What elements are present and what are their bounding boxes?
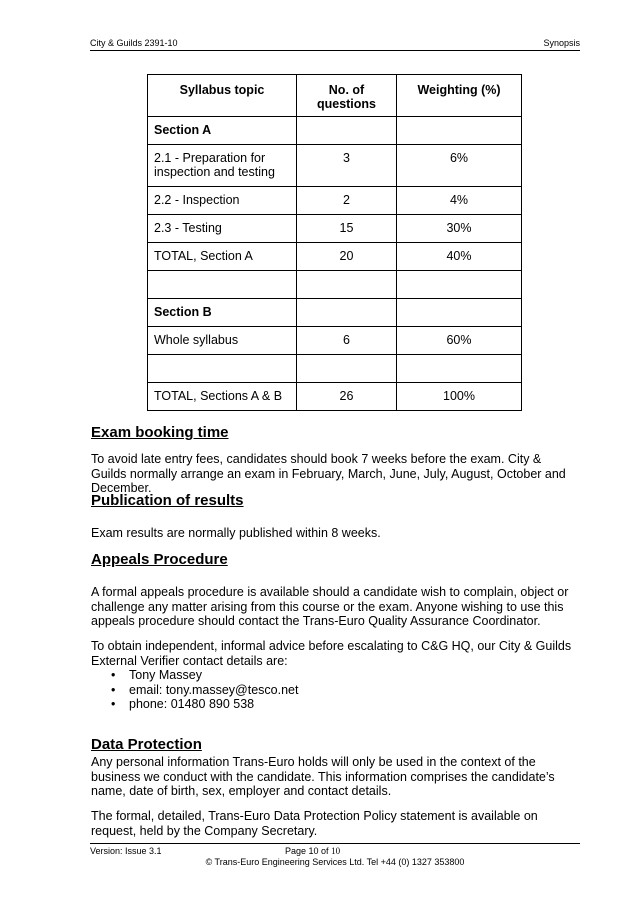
row-topic: 2.2 - Inspection (148, 187, 297, 215)
contact-phone: phone: 01480 890 538 (129, 697, 255, 712)
appeals-text-1: A formal appeals procedure is available should a candidate wish to complain, object or challenge any matter arising from this course or the exam. Anyone wishing to use this appeals procedure should contact the Trans-Euro Quality Assurance Coordinator. (91, 585, 569, 629)
table-header-row (148, 75, 522, 117)
row-weighting (397, 117, 522, 145)
bullet-icon: • (111, 682, 116, 697)
table-row (148, 187, 522, 215)
row-questions: 2 (297, 187, 397, 215)
row-questions (297, 117, 397, 145)
syllabus-table (147, 74, 522, 411)
row-questions: 6 (297, 327, 397, 355)
page-total: 10 (331, 846, 341, 856)
page-prefix: Page 10 of (285, 846, 329, 856)
row-questions (297, 271, 397, 299)
bullet-icon: • (111, 668, 116, 682)
row-weighting (397, 355, 522, 383)
footer-version: Version: Issue 3.1 (90, 846, 162, 856)
row-questions (297, 299, 397, 327)
header-course: City & Guilds 2391-10 (90, 38, 178, 48)
table-row (148, 145, 522, 187)
row-topic: Section A (148, 117, 297, 145)
row-topic: 2.3 - Testing (148, 215, 297, 243)
results-text: Exam results are normally published within 8 weeks. (91, 526, 381, 540)
row-questions: 20 (297, 243, 397, 271)
header-section: Synopsis (543, 38, 580, 48)
row-weighting: 40% (397, 243, 522, 271)
row-questions: 26 (297, 383, 397, 411)
row-questions: 3 (297, 145, 397, 187)
bullet-icon: • (111, 697, 116, 712)
row-topic: 2.1 - Preparation for inspection and testing (148, 145, 297, 187)
footer-page-number (285, 846, 340, 856)
page-footer (90, 843, 580, 874)
table-row-total (148, 383, 522, 411)
row-questions (297, 355, 397, 383)
results-heading: Publication of results (91, 492, 244, 509)
contact-email: email: tony.massey@tesco.net (129, 682, 299, 697)
row-topic: Whole syllabus (148, 327, 297, 355)
list-item (91, 683, 298, 698)
header-topic: Syllabus topic (148, 75, 297, 117)
table-row-empty (148, 355, 522, 383)
table-row (148, 327, 522, 355)
table-row-empty (148, 271, 522, 299)
verifier-contact-list (91, 668, 298, 712)
table-row (148, 299, 522, 327)
row-weighting (397, 299, 522, 327)
booking-text: To avoid late entry fees, candidates should book 7 weeks before the exam. City & Guilds normally arrange an exam in February, March, June, July, August, October and December. (91, 452, 566, 496)
page-header (90, 38, 580, 51)
table-row (148, 215, 522, 243)
booking-heading: Exam booking time (91, 424, 229, 441)
contact-name: Tony Massey (129, 668, 202, 682)
row-weighting: 6% (397, 145, 522, 187)
header-questions: No. of questions (297, 75, 397, 117)
row-topic: Section B (148, 299, 297, 327)
row-topic (148, 271, 297, 299)
protection-heading: Data Protection (91, 736, 202, 753)
appeals-heading: Appeals Procedure (91, 551, 228, 568)
protection-text-2: The formal, detailed, Trans-Euro Data Protection Policy statement is available on request, held by the Company Secretary. (91, 809, 538, 838)
table-row (148, 243, 522, 271)
row-topic (148, 355, 297, 383)
header-weighting: Weighting (%) (397, 75, 522, 117)
row-weighting: 30% (397, 215, 522, 243)
row-weighting (397, 271, 522, 299)
row-questions: 15 (297, 215, 397, 243)
appeals-text-2: To obtain independent, informal advice before escalating to C&G HQ, our City & Guilds External Verifier contact details are: (91, 639, 572, 668)
table-row (148, 117, 522, 145)
row-topic: TOTAL, Section A (148, 243, 297, 271)
protection-text-1: Any personal information Trans-Euro holds will only be used in the context of the business we conduct with the candidate. This information comprises the candidate’s name, date of birth, sex, employer and contact details. (91, 755, 555, 799)
list-item (91, 668, 298, 683)
row-weighting: 4% (397, 187, 522, 215)
list-item (91, 697, 298, 712)
row-weighting: 100% (397, 383, 522, 411)
row-weighting: 60% (397, 327, 522, 355)
footer-copyright: © Trans-Euro Engineering Services Ltd. Tel +44 (0) 1327 353800 (205, 857, 465, 867)
row-topic: TOTAL, Sections A & B (148, 383, 297, 411)
